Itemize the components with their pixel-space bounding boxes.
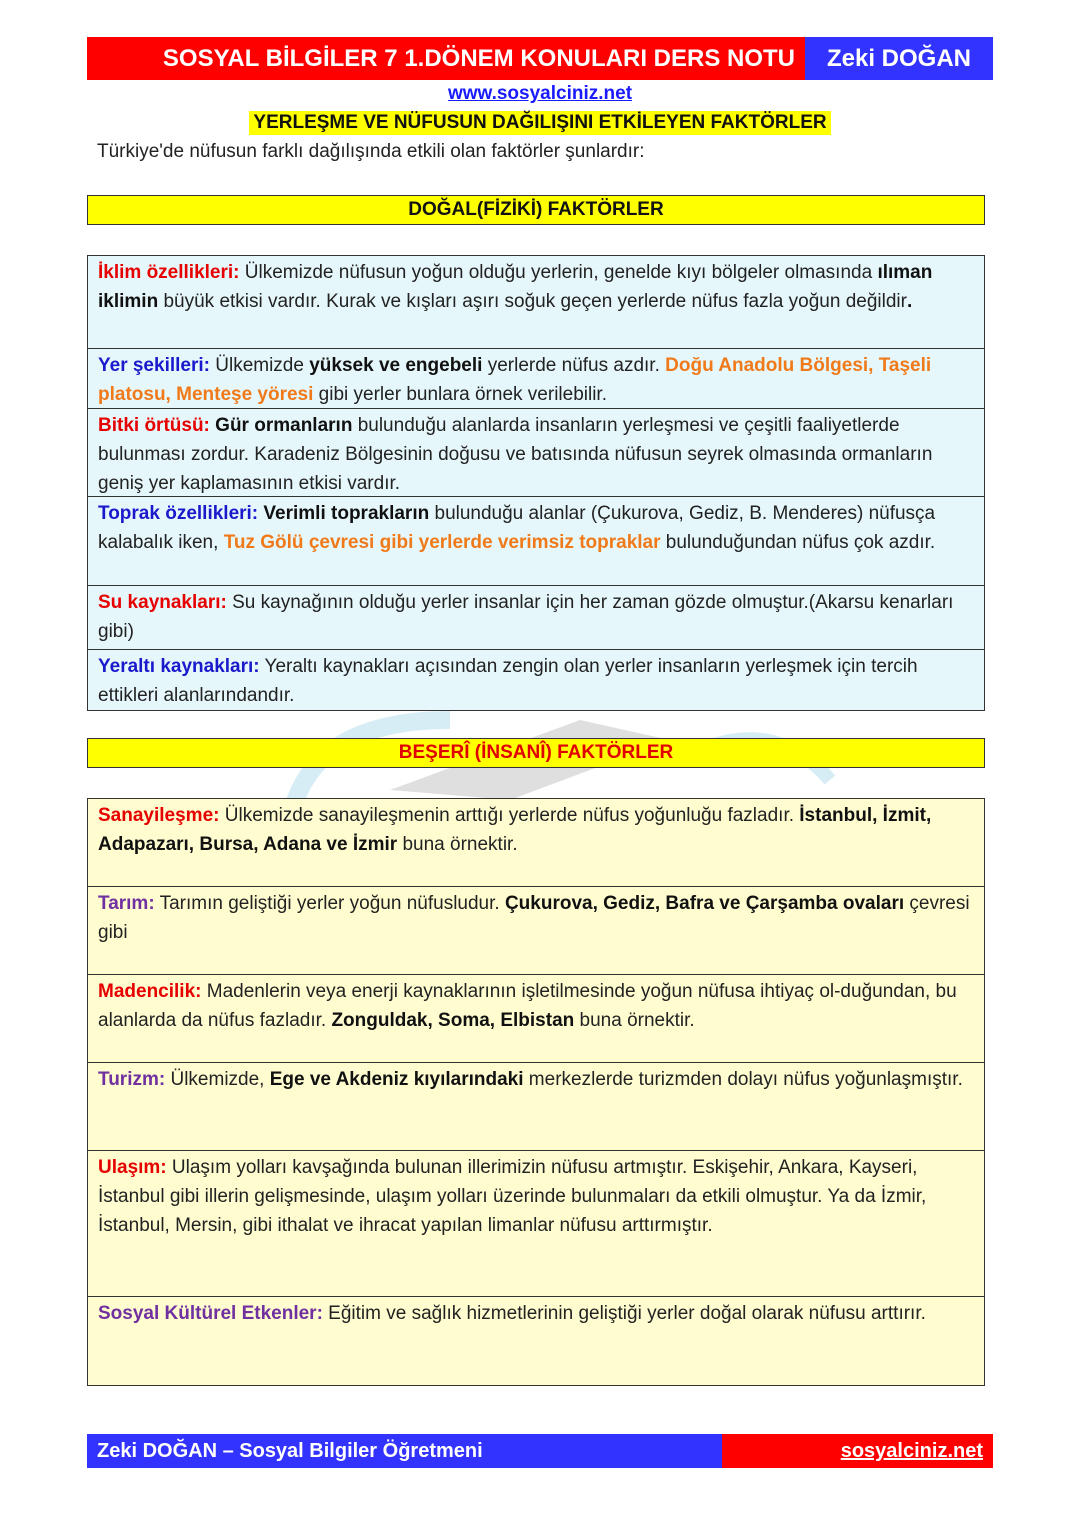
factor-bold: İstanbul, İzmit, Adapazarı, Bursa, Adana ve İzmir <box>98 805 932 855</box>
factor-label: Ulaşım: <box>98 1157 167 1178</box>
factor-text: bulunduğu alanlar (Çukurova, Gediz, B. Menderes) nüfusça kalabalık iken, <box>98 503 936 553</box>
factor-row-mining <box>88 975 984 1063</box>
natural-factors-table <box>87 255 985 711</box>
factor-label: Sanayileşme: <box>98 805 220 826</box>
header-bar <box>87 37 993 80</box>
factor-label: Madencilik: <box>98 981 202 1002</box>
factor-text: Ulaşım yolları kavşağında bulunan illerimizin nüfusu artmıştır. Eskişehir, Ankara, Kayseri, İstanbul gibi illerin gelişmesinde, ulaşım yolları üzerinde bulunmaları da etkili olmuştur. Ya da İzmir, İstanbul, Mersin, gibi ithalat ve ihracat yapılan limanlar nüfusu arttırmıştır. <box>98 1157 927 1236</box>
natural-factors-heading: DOĞAL(FİZİKİ) FAKTÖRLER <box>87 195 985 225</box>
factor-text: büyük etkisi vardır. Kurak ve kışları aşırı soğuk geçen yerlerde nüfus fazla yoğun değildir <box>158 291 907 312</box>
factor-text: merkezlerde turizmden dolayı nüfus yoğunlaşmıştır. <box>523 1069 963 1090</box>
factor-row-underground <box>88 650 984 710</box>
main-title-wrap <box>0 111 1080 135</box>
factor-text: Su kaynağının olduğu yerler insanlar için her zaman gözde olmuştur.(Akarsu kenarları gibi) <box>98 592 954 642</box>
factor-row-vegetation <box>88 409 984 497</box>
factor-label: Turizm: <box>98 1069 166 1090</box>
factor-label: Su kaynakları: <box>98 592 227 613</box>
factor-row-tourism <box>88 1063 984 1151</box>
intro-text: Türkiye'de nüfusun farklı dağılışında etkili olan faktörler şunlardır: <box>97 141 645 162</box>
factor-label: Bitki örtüsü: <box>98 415 210 436</box>
factor-row-industry <box>88 799 984 887</box>
footer-site-link[interactable]: sosyalciniz.net <box>722 1434 993 1468</box>
factor-text: Madenlerin veya enerji kaynaklarının işletilmesinde yoğun nüfusa ihtiyaç ol-duğundan, bu alanlarda da nüfus fazladır. <box>98 981 957 1031</box>
factor-text: Eğitim ve sağlık hizmetlerinin geliştiği yerler doğal olarak nüfusu arttırır. <box>322 1303 926 1324</box>
footer-bar <box>87 1434 993 1468</box>
factor-text: Ülkemizde, <box>165 1069 270 1090</box>
factor-text: Ülkemizde sanayileşmenin arttığı yerlerde nüfus yoğunluğu fazladır. <box>219 805 800 826</box>
factor-text: yerlerde nüfus azdır. <box>482 355 666 376</box>
factor-bold: Ege ve Akdeniz kıyılarındaki <box>269 1069 524 1090</box>
factor-bold: ılıman iklimin <box>98 262 933 312</box>
factor-label: Tarım: <box>98 893 155 914</box>
factor-label: Yeraltı kaynakları: <box>98 656 260 677</box>
factor-bold: Gür ormanların <box>215 415 353 436</box>
factor-text: Ülkemizde <box>209 355 310 376</box>
factor-bold: Çukurova, Gediz, Bafra ve Çarşamba ovaları <box>504 893 905 914</box>
header-title: SOSYAL BİLGİLER 7 1.DÖNEM KONULARI DERS NOTU <box>87 37 805 80</box>
factor-bold: Zonguldak, Soma, Elbistan <box>331 1010 575 1031</box>
factor-row-social-cultural <box>88 1297 984 1385</box>
factor-row-soil <box>88 497 984 586</box>
header-author: Zeki DOĞAN <box>805 37 993 80</box>
factor-row-transport <box>88 1151 984 1297</box>
factor-row-water <box>88 586 984 650</box>
factor-bold: . <box>906 291 913 312</box>
factor-label: Toprak özellikleri: <box>98 503 259 524</box>
factor-row-climate <box>88 256 984 349</box>
factor-text: gibi yerler bunlara örnek verilebilir. <box>313 384 607 405</box>
factor-text: Yeraltı kaynakları açısından zengin olan yerler insanların yerleşmek için tercih ettikleri alanlarındandır. <box>98 656 918 706</box>
factor-label: İklim özellikleri: <box>98 262 240 283</box>
factor-text: bulunduğu alanlarda insanların yerleşmesi ve çeşitli faaliyetlerde bulunması zordur. Karadeniz Bölgesinin doğusu ve batısında nüfusun seyrek olmasında ormanların geniş yer kaplamasının etkisi vardır. <box>98 415 933 494</box>
factor-bold: yüksek ve engebeli <box>309 355 483 376</box>
factor-label: Yer şekilleri: <box>98 355 210 376</box>
factor-row-agriculture <box>88 887 984 975</box>
footer-author: Zeki DOĞAN – Sosyal Bilgiler Öğretmeni <box>87 1434 722 1468</box>
factor-text: Tarımın geliştiği yerler yoğun nüfusludur. <box>154 893 505 914</box>
factor-text: Ülkemizde nüfusun yoğun olduğu yerlerin, genelde kıyı bölgeler olmasında <box>239 262 878 283</box>
factor-text: buna örnektir. <box>397 834 518 855</box>
factor-text: çevresi gibi <box>98 893 970 943</box>
factor-bold: Verimli toprakların <box>263 503 430 524</box>
factor-label: Sosyal Kültürel Etkenler: <box>98 1303 323 1324</box>
page-title: YERLEŞME VE NÜFUSUN DAĞILIŞINI ETKİLEYEN FAKTÖRLER <box>249 111 830 135</box>
factor-row-landforms <box>88 349 984 409</box>
human-factors-heading: BEŞERÎ (İNSANÎ) FAKTÖRLER <box>87 738 985 768</box>
factor-highlight: Doğu Anadolu Bölgesi, Taşeli platosu, Menteşe yöresi <box>98 355 932 405</box>
human-factors-table <box>87 798 985 1386</box>
factor-highlight: Tuz Gölü çevresi gibi yerlerde verimsiz topraklar <box>223 532 661 553</box>
site-link[interactable]: www.sosyalciniz.net <box>447 83 633 104</box>
factor-text: buna örnektir. <box>574 1010 695 1031</box>
factor-text: bulunduğundan nüfus çok azdır. <box>660 532 936 553</box>
